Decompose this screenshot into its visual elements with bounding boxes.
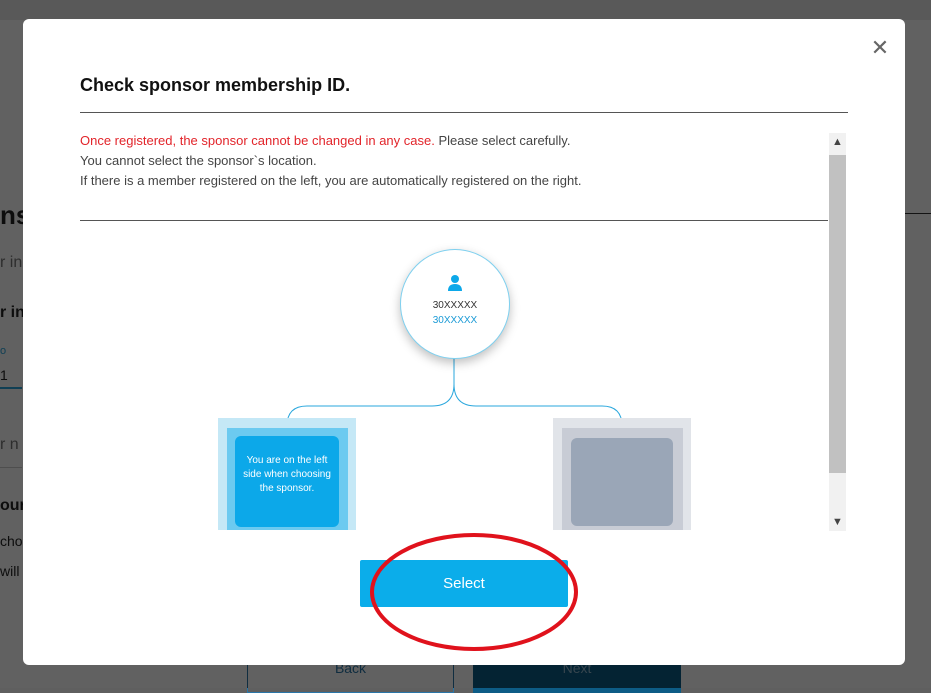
warning-text: Once registered, the sponsor cannot be changed in any case. [80, 133, 435, 148]
scroll-down-arrow-icon[interactable]: ▼ [832, 516, 843, 528]
sponsor-node-id-link: 30XXXXX [432, 315, 478, 326]
notice-line-3: If there is a member registered on the left, you are automatically registered on the right. [80, 173, 582, 188]
sponsor-node [400, 249, 510, 359]
user-icon [447, 274, 463, 292]
modal-title: Check sponsor membership ID. [80, 75, 351, 95]
scroll-up-arrow-icon[interactable]: ▲ [832, 136, 843, 148]
notice-line-2: You cannot select the sponsor`s location. [80, 153, 317, 168]
right-position-card[interactable] [571, 438, 673, 526]
left-position-card[interactable]: You are on the left side when choosing the sponsor. [235, 436, 339, 527]
sponsor-modal [23, 19, 905, 665]
select-button[interactable]: Select [360, 560, 568, 607]
notice-line-1-rest: Please select carefully. [434, 133, 571, 148]
sponsor-node-id: 30XXXXX [432, 300, 478, 311]
close-icon[interactable]: ✕ [870, 35, 890, 60]
